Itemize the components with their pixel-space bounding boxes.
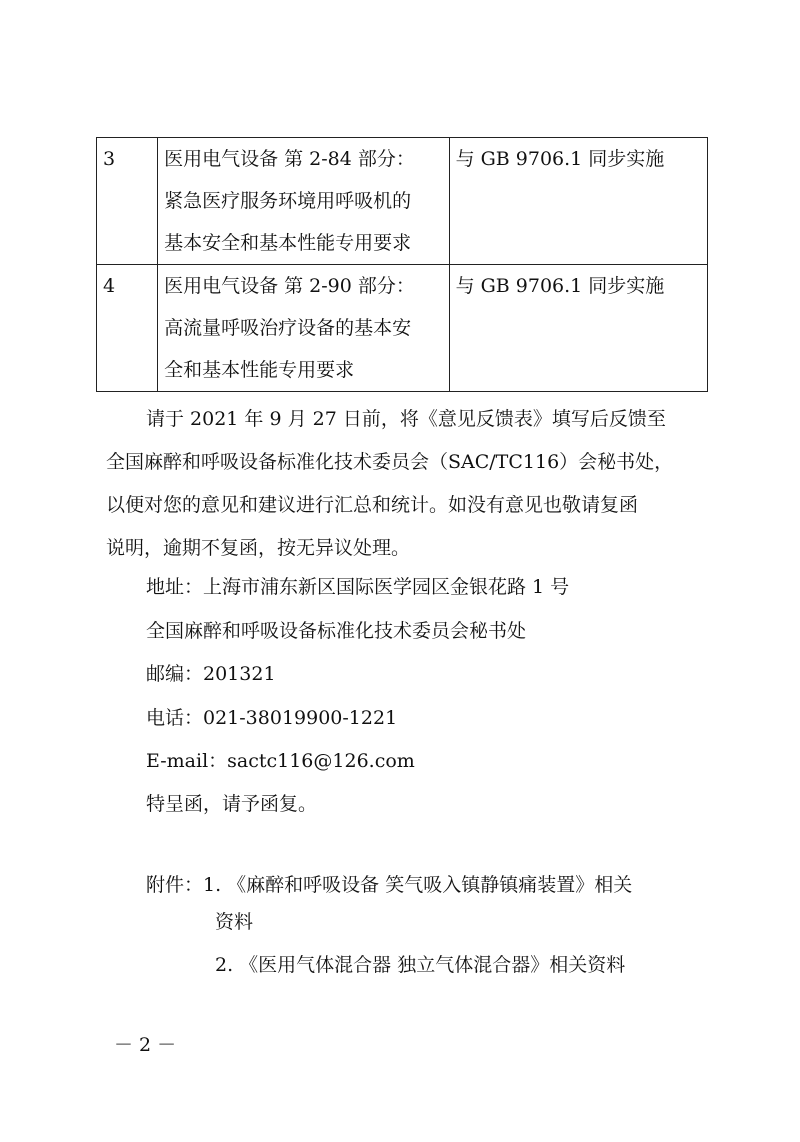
table-row bbox=[97, 265, 708, 392]
page-number: － 2 － bbox=[114, 1034, 177, 1056]
row-number: 4 bbox=[97, 265, 158, 392]
standard-name-line: 医用电气设备 第 2-90 部分： bbox=[164, 275, 415, 297]
standard-name-line: 基本安全和基本性能专用要求 bbox=[164, 232, 412, 254]
email-line: E-mail：sactc116@126.com bbox=[146, 750, 415, 772]
standard-name-line: 医用电气设备 第 2-84 部分： bbox=[164, 148, 415, 170]
standard-name-line: 紧急医疗服务环境用呼吸机的 bbox=[164, 190, 412, 212]
attachment-item-1-continued: 资料 bbox=[215, 911, 254, 933]
standard-name bbox=[158, 265, 449, 392]
paragraph-line: 说明，逾期不复函，按无异议处理。 bbox=[106, 537, 411, 559]
closing-line: 特呈函，请予函复。 bbox=[146, 793, 318, 815]
paragraph-line: 以便对您的意见和建议进行汇总和统计。如没有意见也敬请复函 bbox=[106, 494, 639, 516]
feedback-paragraph bbox=[106, 398, 706, 570]
organization-line: 全国麻醉和呼吸设备标准化技术委员会秘书处 bbox=[146, 620, 527, 642]
standard-name-line: 高流量呼吸治疗设备的基本安 bbox=[164, 317, 412, 339]
address-line: 地址：上海市浦东新区国际医学园区金银花路 1 号 bbox=[146, 576, 570, 598]
table-row bbox=[97, 138, 708, 265]
paragraph-line: 全国麻醉和呼吸设备标准化技术委员会（SAC/TC116）会秘书处， bbox=[106, 451, 674, 473]
postcode-line: 邮编：201321 bbox=[146, 663, 276, 685]
phone-line: 电话：021-38019900-1221 bbox=[146, 707, 398, 729]
implementation-note: 与 GB 9706.1 同步实施 bbox=[449, 138, 707, 265]
row-number: 3 bbox=[97, 138, 158, 265]
attachment-item-2: 2. 《医用气体混合器 独立气体混合器》相关资料 bbox=[215, 954, 626, 976]
attachment-item-1: 附件：1. 《麻醉和呼吸设备 笑气吸入镇静镇痛装置》相关 bbox=[146, 874, 633, 896]
standard-name-line: 全和基本性能专用要求 bbox=[164, 359, 355, 381]
paragraph-line: 请于 2021 年 9 月 27 日前，将《意见反馈表》填写后反馈至 bbox=[146, 408, 666, 430]
standards-table bbox=[96, 137, 708, 392]
standard-name bbox=[158, 138, 449, 265]
implementation-note: 与 GB 9706.1 同步实施 bbox=[449, 265, 707, 392]
